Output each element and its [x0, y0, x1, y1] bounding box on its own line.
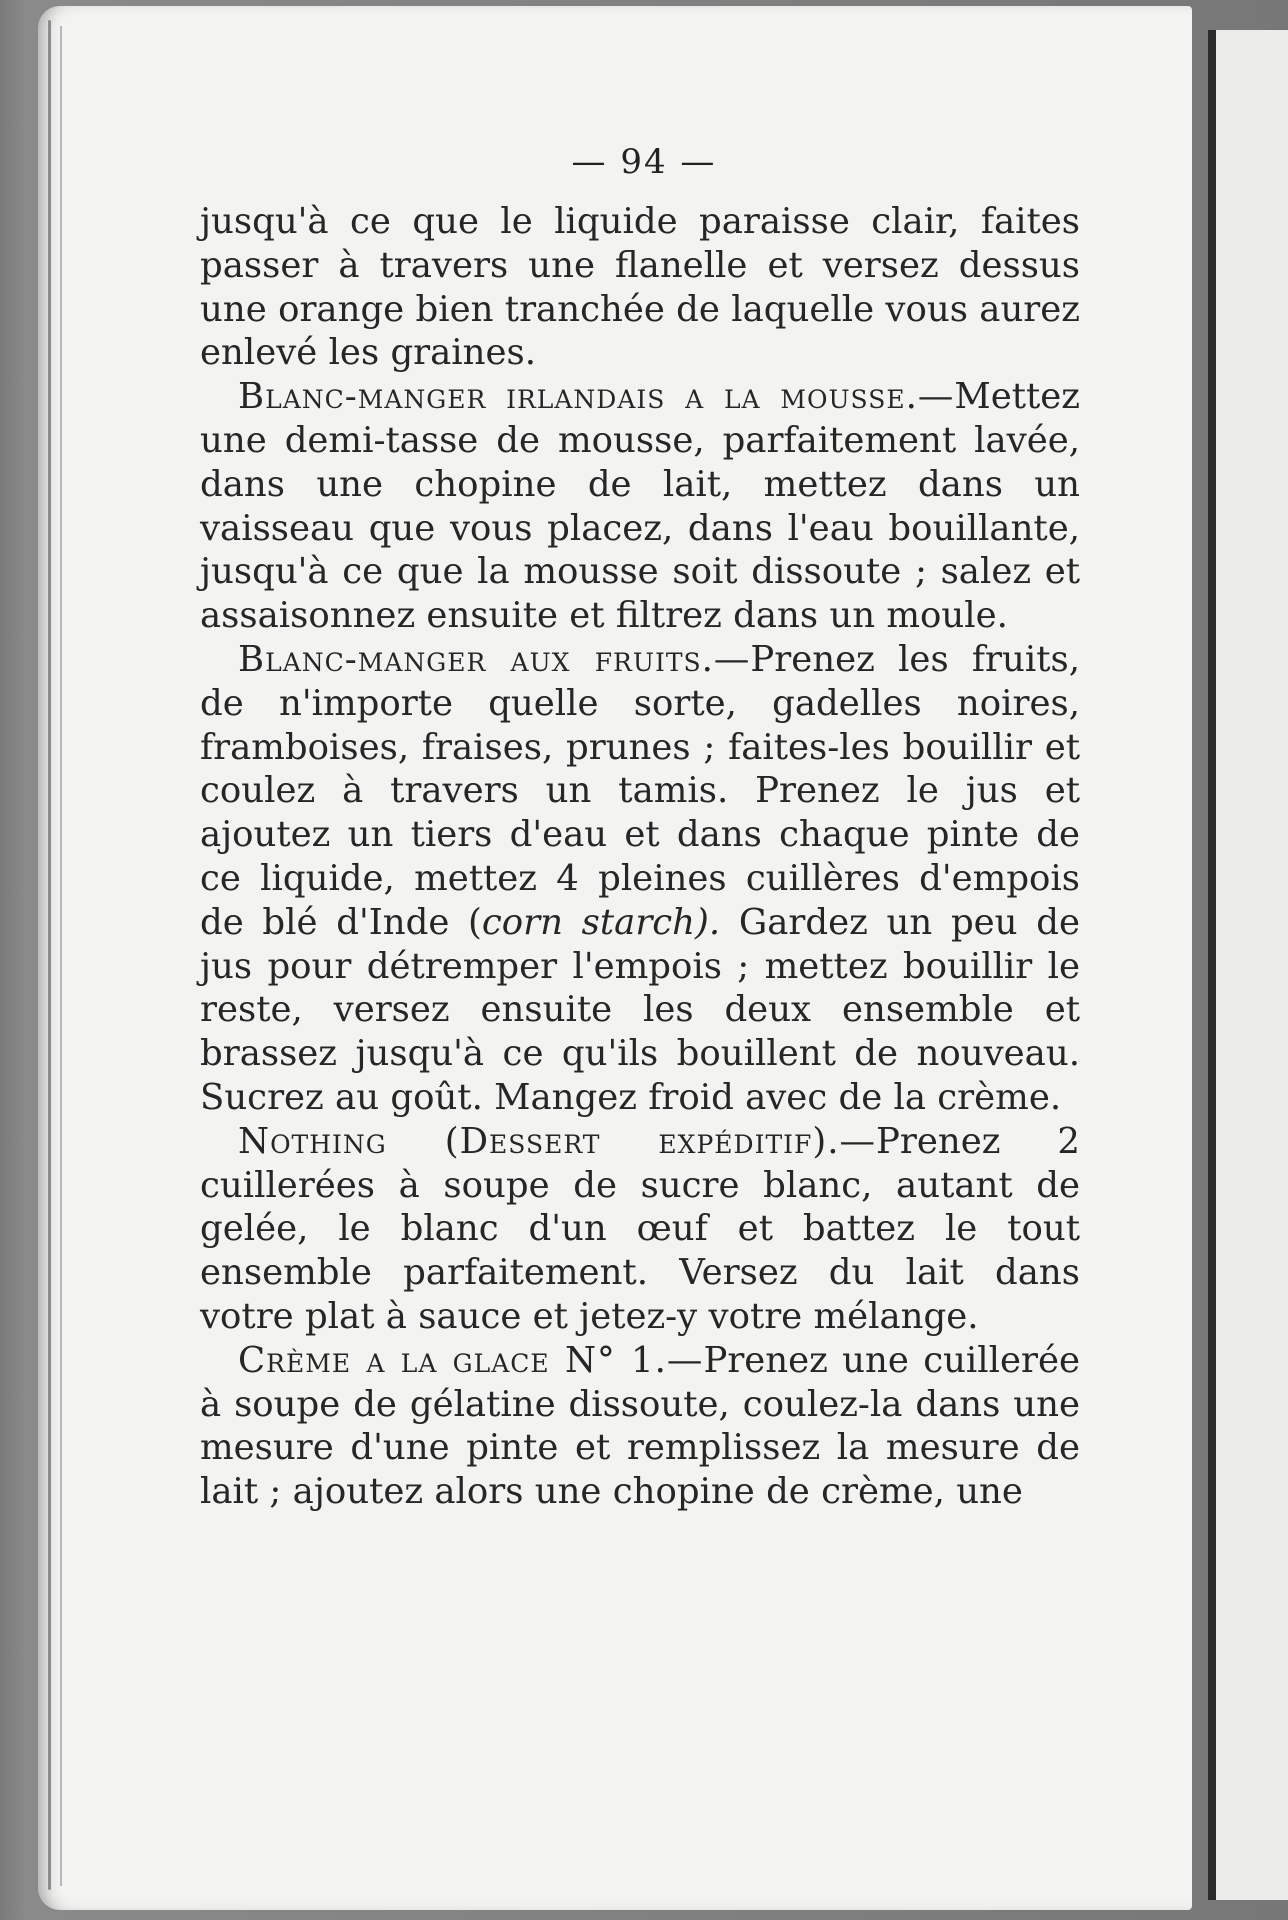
recipe-text: Prenez 2 cuillerées à soupe de sucre blanc, autant de gelée, le blanc d'un œuf et battez le tout ensemble parfaitement. Versez du lait dans votre plat à sauce et jetez-y votre mélange. [200, 1120, 1080, 1337]
facing-page-edge [1208, 30, 1288, 1900]
recipe-heading: Crème a la glace N° 1.— [238, 1339, 704, 1381]
recipe-text-italic: corn starch). [481, 901, 721, 943]
recipe-heading: Nothing (Dessert expéditif).— [238, 1120, 876, 1162]
recipe-heading: Blanc-manger irlandais a la mousse.— [238, 376, 955, 418]
recipe-text: Prenez une cuillerée à soupe de gélatine dissoute, coulez-la dans une mesure d'une pinte et remplissez la mesure de lait ; ajoutez alors une chopine de crème, une [200, 1339, 1080, 1513]
recipe-creme-a-la-glace [200, 1339, 1080, 1514]
paragraph-continuation [200, 200, 1080, 375]
recipe-text-part-1: Prenez les fruits, de n'importe quelle sorte, gadelles noires, framboises, fraises, prunes ; faites-les bouillir et coulez à travers un tamis. Prenez le jus et ajoutez un tiers d'eau et dans chaque pinte de ce liquide, mettez 4 pleines cuillères d'empois de blé d'Inde ( [200, 638, 1080, 943]
recipe-heading: Blanc-manger aux fruits.— [238, 638, 751, 680]
page-body [200, 200, 1080, 1514]
recipe-text-part-2: Gardez un peu de jus pour détremper l'empois ; mettez bouillir le reste, versez ensuite les deux ensemble et brassez jusqu'à ce qu'ils bouillent de nouveau. Sucrez au goût. Mangez froid avec de la crème. [200, 901, 1080, 1118]
paragraph-text: jusqu'à ce que le liquide paraisse clair, faites passer à travers une flanelle et versez dessus une orange bien tranchée de laquelle vous aurez enlevé les graines. [200, 201, 1080, 374]
recipe-nothing-dessert [200, 1120, 1080, 1339]
recipe-text: Mettez une demi-tasse de mousse, parfaitement lavée, dans une chopine de lait, mettez dans un vaisseau que vous placez, dans l'eau bouillante, jusqu'à ce que la mousse soit dissoute ; salez et assaisonnez ensuite et filtrez dans un moule. [200, 376, 1080, 637]
page-number: — 94 — [571, 142, 717, 182]
recipe-blanc-manger-fruits [200, 638, 1080, 1120]
recipe-blanc-manger-irlandais [200, 375, 1080, 638]
